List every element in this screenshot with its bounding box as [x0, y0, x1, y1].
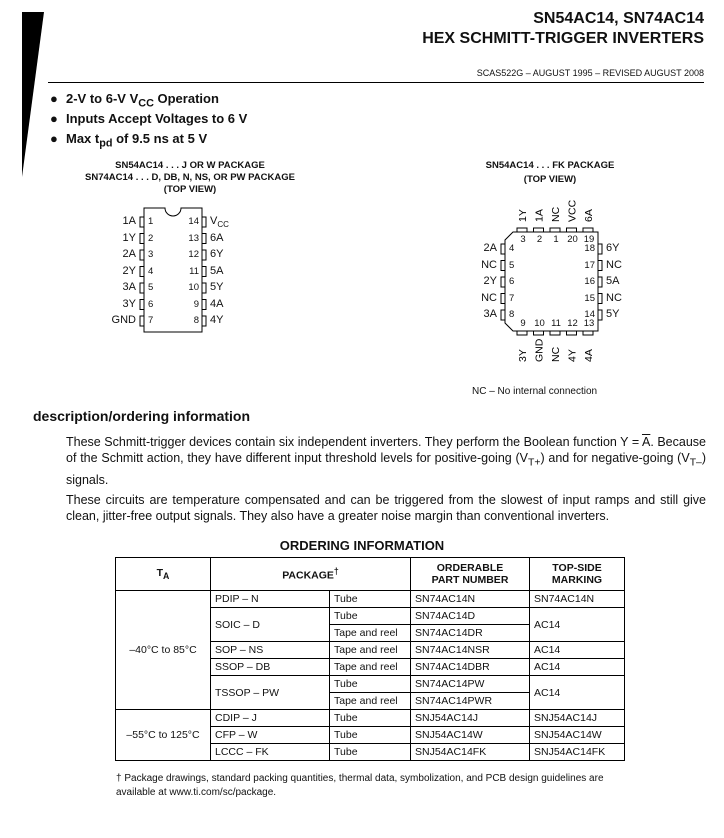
fk-pin-number: 3 — [520, 234, 526, 245]
dip-pin-number: 11 — [189, 265, 199, 277]
package-cell: SSOP – DB — [211, 659, 330, 676]
package-cell: LCCC – FK — [211, 744, 330, 761]
dip-pin-number: 8 — [193, 315, 199, 326]
part-cell: SN74AC14D — [411, 608, 530, 625]
col-header-marking: TOP-SIDE MARKING — [530, 558, 625, 591]
fk-pin-number: 16 — [584, 276, 595, 287]
package-cell: PDIP – N — [211, 591, 330, 608]
part-cell: SN74AC14PW — [411, 676, 530, 693]
fk-pin-right — [598, 244, 602, 254]
ta-cell: –40°C to 85°C — [116, 591, 211, 710]
dip-caption-2: SN74AC14 . . . D, DB, N, NS, OR PW PACKAGE — [85, 172, 295, 183]
part-cell: SN74AC14DR — [411, 625, 530, 642]
description-paragraph-2: These circuits are temperature compensated and can be triggered from the slowest of input ramps and still give clean, jitter-free output signals. They also have a greater noise margin than conventional inverters. — [66, 493, 706, 523]
description-paragraph-1: These Schmitt-trigger devices contain six independent inverters. They perform the Boolean function $Y = \overline{A}$. Because of the Schmitt action, they have different input threshold levels for positive-going $(V_{T+})$ and for negative-going $(V_{T-})$ signals. — [66, 435, 707, 487]
ordering-table — [115, 557, 625, 761]
fk-pin-number: 14 — [584, 309, 595, 320]
media-cell: Tube — [330, 591, 411, 608]
fk-pin-number: 1 — [553, 234, 559, 245]
fk-caption-2: (TOP VIEW) — [523, 174, 577, 185]
media-cell: Tube — [330, 727, 411, 744]
fk-pin-number: 20 — [567, 234, 578, 245]
section-heading: description/ordering information — [33, 408, 251, 424]
fk-pin-name: 5Y — [606, 308, 620, 320]
fk-pin-number: 4 — [509, 243, 515, 254]
dip-pin-name: 5Y — [210, 281, 224, 293]
fk-pin-number: 13 — [583, 318, 595, 329]
table-header-row — [116, 558, 625, 591]
part-cell: SN74AC14NSR — [411, 642, 530, 659]
fk-pin-name: 5A — [606, 275, 620, 287]
part-cell: SNJ54AC14FK — [411, 744, 530, 761]
marking-cell: SN74AC14N — [530, 591, 625, 608]
fk-pin-name-top: 1A — [533, 209, 546, 222]
fk-pin-number: 12 — [567, 318, 578, 329]
fk-pin-bottom — [583, 331, 593, 335]
fk-pin-bottom — [567, 331, 577, 335]
package-cell: CFP – W — [211, 727, 330, 744]
part-cell: SN74AC14PWR — [411, 693, 530, 710]
dip-pin-left — [140, 250, 144, 260]
bullet-icon: ● — [50, 91, 58, 106]
dip-pin-name: 2A — [122, 248, 136, 260]
pinout-diagrams — [0, 0, 724, 400]
fk-caption-1: SN54AC14 . . . FK PACKAGE — [485, 160, 615, 171]
fk-pin-name: 2A — [483, 242, 497, 254]
fk-pin-left — [501, 244, 505, 254]
dip-pin-name: 5A — [210, 264, 224, 277]
fk-pin-right — [598, 261, 602, 271]
dip-caption-3: (TOP VIEW) — [163, 184, 217, 195]
dip-pin-left — [140, 283, 144, 293]
dip-pin-number: 2 — [148, 232, 154, 244]
fk-pin-name-bottom: 4A — [583, 349, 595, 362]
dip-pin-right — [202, 267, 206, 277]
dip-pin-number: 1 — [148, 216, 154, 227]
dip-pin-number: 4 — [148, 265, 154, 277]
fk-pin-right — [598, 294, 602, 304]
marking-cell: SNJ54AC14FK — [530, 744, 625, 761]
media-cell: Tube — [330, 676, 411, 693]
fk-pin-name-bottom: GND — [533, 338, 546, 362]
fk-pin-bottom — [534, 331, 544, 335]
fk-pin-name: NC — [606, 291, 622, 304]
dip-pin-name: 3Y — [122, 297, 136, 310]
fk-pin-name-top: 1Y — [517, 209, 529, 222]
dip-pin-left — [140, 217, 144, 227]
dip-pin-left — [140, 316, 144, 326]
fk-pin-left — [501, 261, 505, 271]
col-header-ta: $T_A$ — [116, 558, 211, 591]
dip-pin-right — [202, 217, 206, 227]
fk-pin-number: 10 — [534, 318, 545, 329]
media-cell: Tube — [330, 710, 411, 727]
table-row — [116, 710, 625, 727]
part-cell: SN74AC14DBR — [411, 659, 530, 676]
bullet-icon: ● — [50, 111, 58, 126]
fk-pin-number: 5 — [509, 259, 515, 271]
fk-pin-left — [501, 277, 505, 287]
dip-pin-right — [202, 283, 206, 293]
package-cell: SOP – NS — [211, 642, 330, 659]
fk-pin-number: 11 — [551, 318, 561, 329]
package-cell: SOIC – D — [211, 608, 330, 642]
dip-caption-1: SN54AC14 . . . J OR W PACKAGE — [115, 160, 265, 171]
dip-pin-name: 6Y — [210, 248, 224, 260]
media-cell: Tube — [330, 608, 411, 625]
marking-cell: AC14 — [530, 659, 625, 676]
fk-pin-name-bottom: 4Y — [566, 349, 579, 362]
package-cell: CDIP – J — [211, 710, 330, 727]
dip-pin-number: 3 — [148, 249, 154, 260]
fk-pin-left — [501, 310, 505, 320]
part-cell: SNJ54AC14W — [411, 727, 530, 744]
part-cell: SNJ54AC14J — [411, 710, 530, 727]
fk-pin-top — [550, 228, 560, 232]
dip-pin-left — [140, 267, 144, 277]
dip-pin-number: 6 — [148, 298, 154, 310]
fk-pin-number: 18 — [584, 243, 595, 254]
dip-pin-right — [202, 250, 206, 260]
table-footnote: † Package drawings, standard packing quantities, thermal data, symbolization, and PCB design guidelines are available at www.ti.com/sc/package. — [116, 773, 604, 798]
bullet-icon: ● — [50, 131, 58, 146]
feature-item: ● 2-V to 6-V $V_{CC}$ Operation — [50, 91, 219, 110]
dip-pin-number: 10 — [188, 282, 199, 293]
fk-pin-name: NC — [481, 258, 497, 271]
fk-pin-bottom — [517, 331, 527, 335]
fk-pin-name: NC — [606, 258, 622, 271]
media-cell: Tape and reel — [330, 642, 411, 659]
fk-pin-name-top: VCC — [566, 199, 579, 222]
dip-pin-left — [140, 300, 144, 310]
fk-pin-number: 2 — [536, 234, 543, 245]
dip-pin-number: 13 — [188, 232, 199, 244]
dip-pin-right — [202, 300, 206, 310]
doc-title-device: HEX SCHMITT-TRIGGER INVERTERS — [422, 30, 704, 47]
marking-cell: AC14 — [530, 676, 625, 710]
dip-pin-name: 1A — [122, 215, 136, 227]
fk-pin-top — [534, 228, 544, 232]
media-cell: Tape and reel — [330, 693, 411, 710]
dip-pin-number: 12 — [188, 249, 199, 260]
dip-pin-right — [202, 234, 206, 244]
fk-pin-top — [517, 228, 527, 232]
fk-pin-number: 15 — [584, 292, 595, 304]
fk-pin-number: 19 — [583, 234, 595, 245]
feature-item: ● Max $t_{pd}$ of 9.5 ns at 5 V — [50, 131, 208, 150]
part-cell: SN74AC14N — [411, 591, 530, 608]
doc-title-part-numbers: SN54AC14, SN74AC14 — [533, 10, 704, 27]
fk-pin-name-top: 6A — [583, 209, 595, 222]
fk-pin-left — [501, 294, 505, 304]
ta-cell: –55°C to 125°C — [116, 710, 211, 761]
marking-cell: AC14 — [530, 642, 625, 659]
dip-pin-name: 4Y — [210, 314, 224, 326]
feature-item: ● Inputs Accept Voltages to 6 V — [50, 111, 248, 126]
dip-pin-right — [202, 316, 206, 326]
marking-cell: SNJ54AC14J — [530, 710, 625, 727]
fk-pin-name-top: NC — [550, 206, 562, 222]
fk-pin-right — [598, 310, 602, 320]
fk-pin-name-bottom: NC — [550, 346, 562, 362]
fk-pin-name: 2Y — [483, 275, 497, 287]
fk-pin-name: NC — [481, 291, 497, 304]
marking-cell: SNJ54AC14W — [530, 727, 625, 744]
marking-cell: AC14 — [530, 608, 625, 642]
dip-pin-left — [140, 234, 144, 244]
fk-pin-bottom — [550, 331, 560, 335]
media-cell: Tape and reel — [330, 625, 411, 642]
fk-pin-number: 6 — [509, 276, 515, 287]
fk-pin-number: 17 — [584, 259, 595, 271]
fk-pin-top — [567, 228, 577, 232]
dip-pin-name: 4A — [210, 297, 224, 310]
fk-pin-number: 7 — [509, 292, 515, 304]
dip-pin-name: GND — [111, 314, 136, 326]
media-cell: Tape and reel — [330, 659, 411, 676]
col-header-part-number: ORDERABLE PART NUMBER — [411, 558, 530, 591]
dip-pin-name: 1Y — [122, 231, 136, 244]
dip-pin-name: 6A — [210, 231, 224, 244]
fk-pin-right — [598, 277, 602, 287]
fk-pin-name: 6Y — [606, 242, 620, 254]
dip-pin-number: 14 — [188, 216, 199, 227]
fk-pin-top — [583, 228, 593, 232]
dip-pin-number: 7 — [148, 315, 154, 326]
dip-pin-name: $V_{CC}$ — [210, 215, 229, 230]
media-cell: Tube — [330, 744, 411, 761]
dip-pin-name: 3A — [122, 281, 136, 293]
dip-pin-name: 2Y — [122, 264, 136, 277]
fk-pin-number: 8 — [509, 309, 515, 320]
fk-pin-name: 3A — [483, 308, 497, 320]
dip-pin-number: 9 — [193, 298, 199, 310]
fk-pin-name-bottom: 3Y — [517, 349, 529, 362]
nc-note: NC – No internal connection — [472, 386, 598, 397]
package-cell: TSSOP – PW — [211, 676, 330, 710]
col-header-package: PACKAGE† — [211, 558, 411, 591]
revision-line: SCAS522G – AUGUST 1995 – REVISED AUGUST 2008 — [476, 68, 704, 78]
fk-pin-number: 9 — [520, 318, 526, 329]
table-row — [116, 591, 625, 608]
dip-pin-number: 5 — [148, 282, 154, 293]
ordering-title: ORDERING INFORMATION — [279, 538, 445, 553]
